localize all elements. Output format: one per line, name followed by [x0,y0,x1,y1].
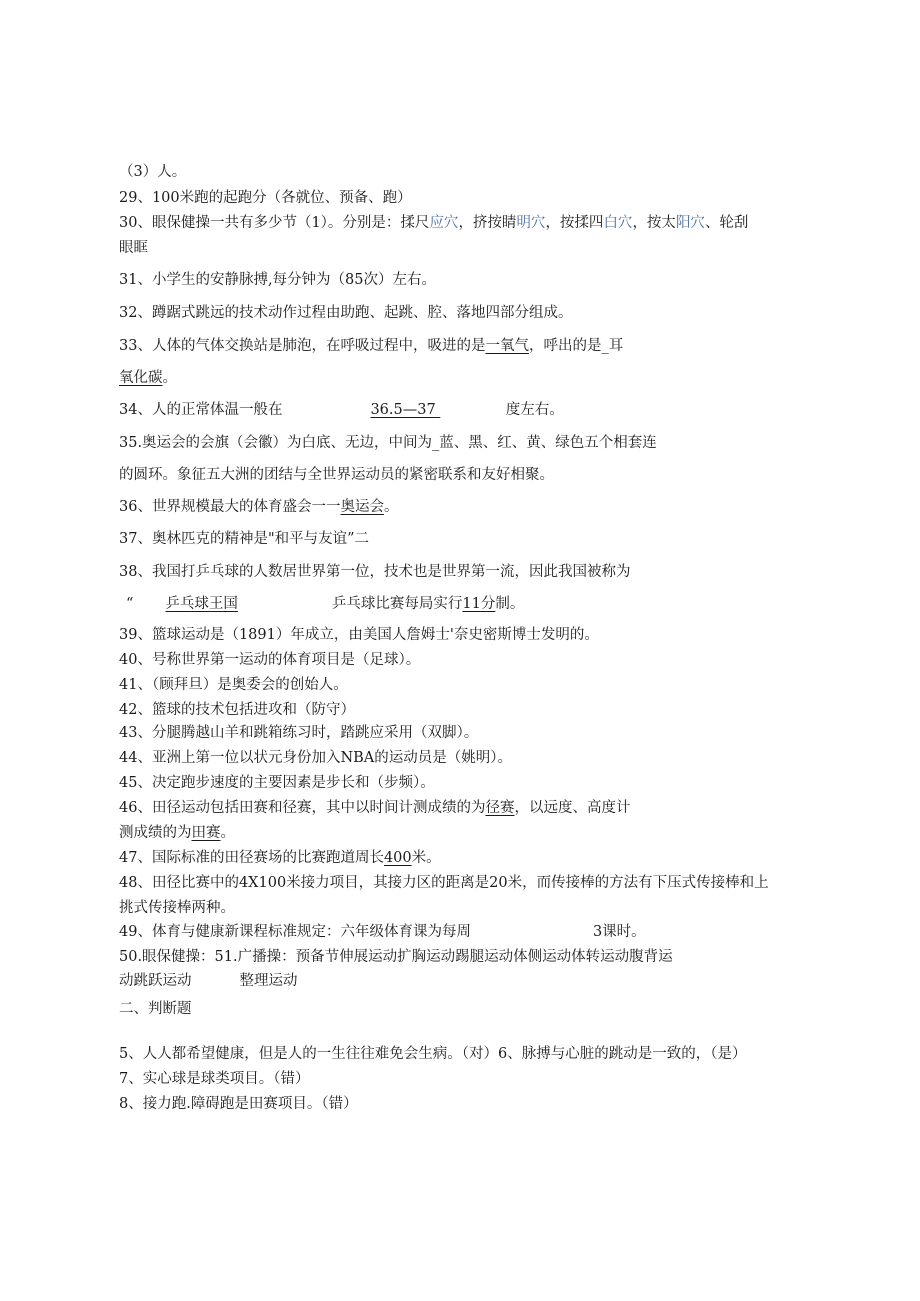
item-46-answer-field: 田赛 [191,825,221,841]
item-49-text-a: 49、体育与健康新课程标准规定：六年级体育课为每周 [119,924,471,940]
item-30-text-c: ，挤按睛 [458,215,517,231]
item-34-text-c: 度左右。 [505,402,564,418]
item-46-text-a: 46、田径运动包括田赛和径赛，其中以时间计测成绩的为 [119,800,486,816]
item-38-text-c: 乒乓球比赛每局实行 [331,596,463,612]
item-45: 45、决定跑步速度的主要因素是步长和（步频）。 [119,775,435,791]
item-50-51: 50.眼保健操：51.广播操：预备节伸展运动扩胸运动踢腿运动体侧运动体转运动腹背运 [119,949,673,965]
item-47 [119,848,441,868]
item-34 [119,400,564,420]
item-30-acupoint-2: 明穴 [516,215,546,231]
item-47-text-a: 47、国际标准的田径赛场的比赛跑道周长 [119,850,384,866]
item-34-text-a: 34、人的正常体温一般在 [119,402,283,418]
item-51-text-b: 整理运动 [239,973,298,989]
item-33-end: 。 [162,370,177,386]
item-33-text-a: 33、人体的气体交换站是肺泡，在呼吸过程中，吸进的是 [119,338,486,354]
item-38-continuation [126,594,524,614]
item-44: 44、亚洲上第一位以状元身份加入NBA的运动员是（姚明）。 [119,750,513,766]
item-36-text-a: 36、世界规模最大的体育盛会一一 [119,499,341,515]
item-33-answer-exhale: 氧化碳 [119,370,163,386]
item-30-text-a: 30、眼保健操一共有多少节（1）。分别是：揉尺 [119,215,430,231]
section-heading-true-false: 二、判断题 [119,1001,192,1017]
item-30-text-e: ，按揉四 [545,215,604,231]
item-47-answer: 400 [383,850,412,866]
item-30-text-g: ，按太 [632,215,676,231]
item-35-continuation: 的圆环。象征五大洲的团结与全世界运动员的紧密联系和友好相聚。 [119,467,554,483]
item-30-acupoint-4: 阳穴 [675,215,705,231]
item-30-acupoint-3: 白穴 [603,215,633,231]
item-46-text-d: 测成绩的为 [119,825,192,841]
item-43: 43、分腿腾越山羊和跳箱练习时，踏跳应采用（双脚）。 [119,725,479,741]
item-38-answer-points: 11分 [462,596,496,612]
item-49-answer: 3课时。 [592,924,646,940]
item-33-answer-inhale: 一氧气 [485,338,529,354]
item-30-text-i: 、轮刮 [704,215,749,231]
item-36-text-c: 。 [383,499,399,515]
item-33 [119,336,623,356]
item-49 [119,922,646,942]
item-36 [119,497,398,517]
item-47-text-c: 米。 [411,850,441,866]
item-48-continuation: 挑式传接棒两种。 [119,900,235,916]
item-41: 41、（顾拜旦）是奥委会的创始人。 [119,677,348,693]
item-36-answer: 奥运会 [340,499,384,515]
item-33-text-c: ，呼出的是_耳 [528,338,624,354]
item-51-text-a: 动跳跃运动 [119,973,192,989]
item-30-acupoint-1: 应穴 [429,215,459,231]
item-38-answer: 乒乓球王国 [165,596,238,612]
item-38: 38、我国打乒乓球的人数居世界第一位，技术也是世界第一流，因此我国被称为 [119,564,631,580]
item-8: 8、接力跑.障碍跑是田赛项目。（错） [119,1096,358,1112]
item-38-quote: “ [126,596,134,612]
item-31: 31、小学生的安静脉搏,每分钟为（85次）左右。 [119,272,437,288]
item-46 [119,798,630,818]
item-42: 42、篮球的技术包括进攻和（防守） [119,702,355,718]
item-38-text-e: 制。 [495,596,525,612]
item-46-continuation [119,823,235,843]
line-answer-fragment: （3）人。 [119,164,187,180]
item-32: 32、蹲踞式跳远的技术动作过程由助跑、起跳、腔、落地四部分组成。 [119,305,573,321]
item-30 [119,213,748,233]
item-30-continuation: 眼眶 [119,240,148,256]
item-39: 39、篮球运动是（1891）年成立，由美国人詹姆士'奈史密斯博士发明的。 [119,627,599,643]
item-48: 48、田径比赛中的4X100米接力项目，其接力区的距离是20米，而传接棒的方法有下压式传接棒和上 [119,875,769,891]
item-40: 40、号称世界第一运动的体育项目是（足球）。 [119,652,421,668]
item-51-continuation [119,971,298,991]
item-46-text-f: 。 [220,825,235,841]
item-46-answer-track: 径赛 [485,800,515,816]
item-37: 37、奥林匹克的精神是"和平与友谊”二 [119,531,370,547]
item-7: 7、实心球是球类项目。（错） [119,1071,310,1087]
item-33-continuation [119,368,177,388]
item-46-text-c: ，以远度、高度计 [514,800,631,816]
item-29: 29、100米跑的起跑分（各就位、预备、跑） [119,190,412,206]
item-5-6: 5、人人都希望健康，但是人的一生往往难免会生病。（对）6、脉搏与心脏的跳动是一致的，（是） [119,1046,747,1062]
item-35: 35.奥运会的会旗（会徽）为白底、无边，中间为_蓝、黑、红、黄、绿色五个相套连 [119,435,657,451]
item-34-answer: 36.5—37 [370,402,436,418]
